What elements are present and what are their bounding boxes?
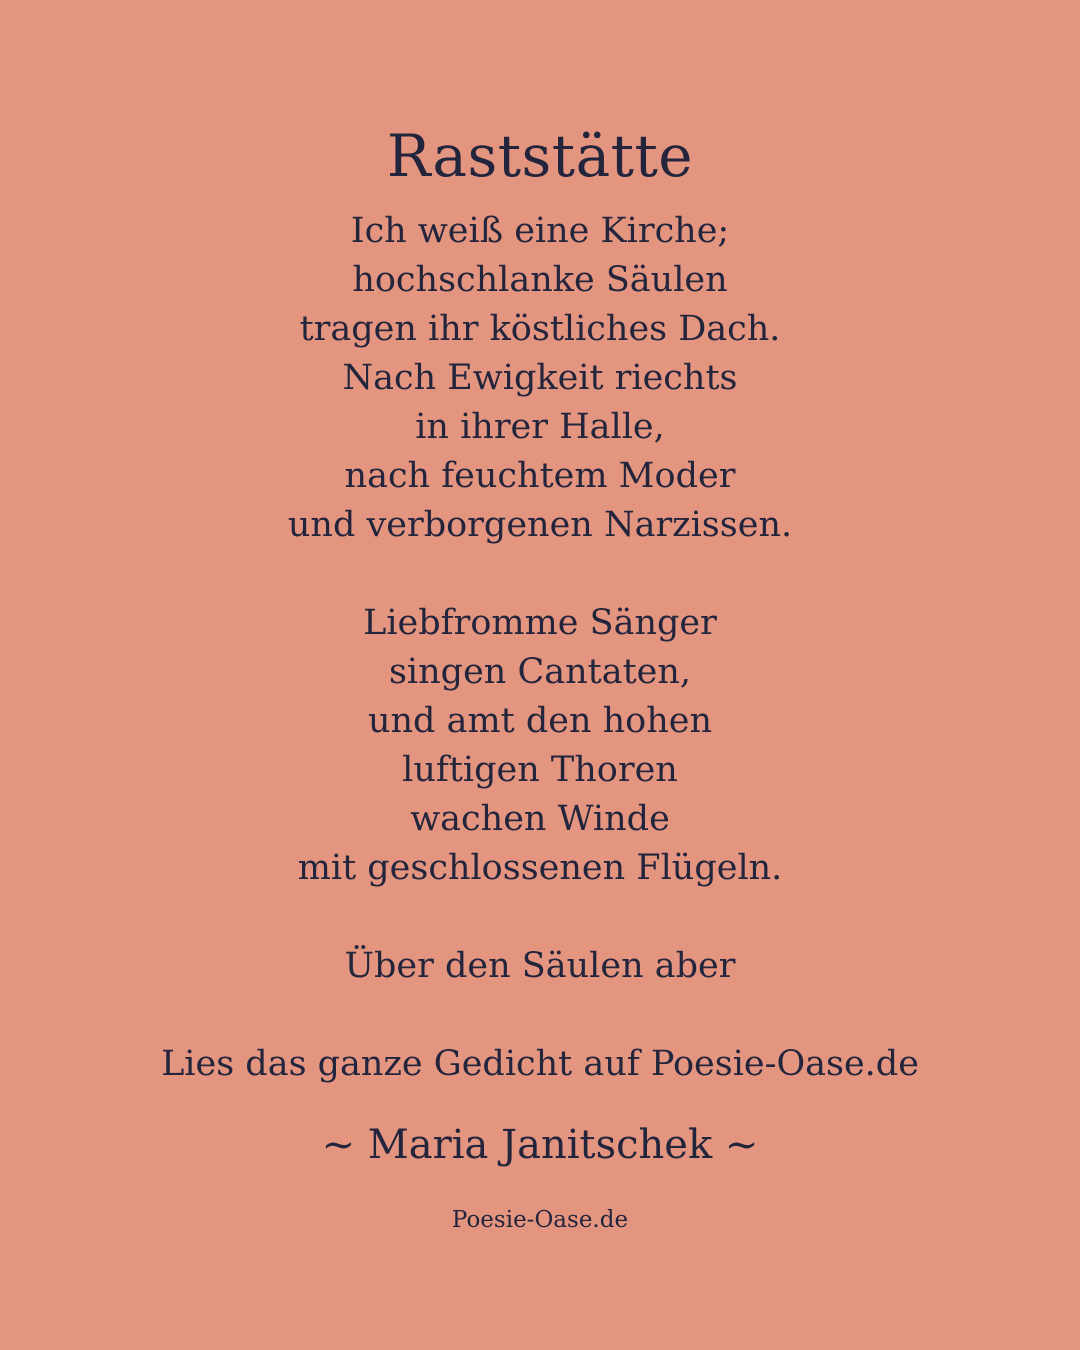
author-name: ~ Maria Janitschek ~	[321, 1122, 759, 1168]
poem-line: und amt den hohen	[367, 701, 713, 741]
poem-line: tragen ihr köstliches Dach.	[299, 309, 781, 349]
site-watermark: Poesie-Oase.de	[451, 1207, 629, 1233]
poem-line: Nach Ewigkeit riechts	[342, 358, 738, 398]
read-more-text: Lies das ganze Gedicht auf Poesie-Oase.de	[161, 1044, 919, 1084]
poem-line: in ihrer Halle,	[415, 407, 665, 447]
poem-title: Raststätte	[386, 122, 694, 190]
poem-line: nach feuchtem Moder	[344, 456, 736, 496]
poem-line: singen Cantaten,	[388, 652, 692, 692]
poem-line: Ich weiß eine Kirche;	[350, 211, 730, 251]
poem-line: hochschlanke Säulen	[352, 260, 728, 300]
stanza-3	[0, 942, 1080, 991]
poem-line: Über den Säulen aber	[344, 946, 736, 986]
poem-line: Liebfromme Sänger	[363, 603, 717, 643]
poem-line: luftigen Thoren	[402, 750, 678, 790]
stanza-2	[0, 599, 1080, 893]
stanza-1	[0, 207, 1080, 550]
poem-line: mit geschlossenen Flügeln.	[297, 848, 783, 888]
poem-line: wachen Winde	[410, 799, 670, 839]
poem-line: und verborgenen Narzissen.	[287, 505, 793, 545]
